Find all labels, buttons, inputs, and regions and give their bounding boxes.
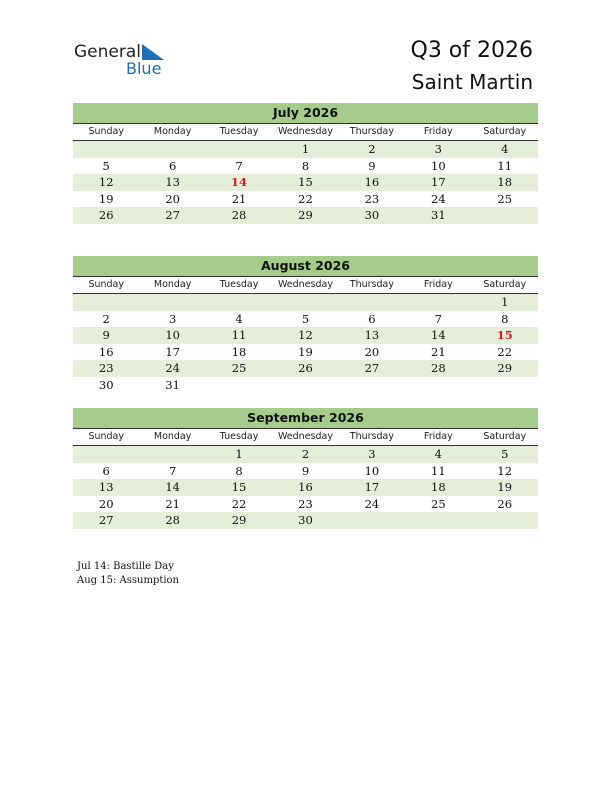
day-cell: 8 bbox=[301, 158, 310, 173]
day-cell: 6 bbox=[168, 158, 177, 173]
day-cell: 10 bbox=[431, 158, 446, 173]
day-cell: 29 bbox=[497, 361, 513, 375]
day-cell: 26 bbox=[298, 361, 313, 375]
day-cell: 4 bbox=[235, 311, 243, 326]
day-cell: 17 bbox=[431, 175, 446, 189]
day-cell: 6 bbox=[102, 463, 110, 478]
empty-day-cell bbox=[405, 377, 471, 394]
weekday-label: Wednesday bbox=[277, 126, 333, 137]
day-cell: 17 bbox=[165, 344, 180, 359]
day-cell: 20 bbox=[165, 191, 180, 206]
title-block bbox=[411, 38, 534, 94]
week-row bbox=[73, 446, 538, 463]
general-blue-logo bbox=[74, 42, 174, 78]
day-cell: 21 bbox=[431, 344, 446, 359]
week-row bbox=[73, 344, 538, 361]
weekday-label: Sunday bbox=[88, 431, 124, 442]
empty-day-cell bbox=[272, 294, 338, 311]
week-row bbox=[73, 174, 538, 191]
day-cell: 11 bbox=[431, 463, 446, 478]
day-cell: 9 bbox=[368, 158, 376, 173]
weekday-label: Friday bbox=[423, 431, 453, 442]
month-calendar-july bbox=[73, 103, 538, 224]
day-cell: 5 bbox=[301, 311, 310, 326]
day-cell: 10 bbox=[364, 463, 380, 478]
weekday-label: Thursday bbox=[349, 431, 394, 442]
empty-day-cell bbox=[139, 446, 205, 463]
day-cell: 26 bbox=[98, 208, 114, 222]
day-cell: 8 bbox=[235, 463, 243, 478]
week-row bbox=[73, 207, 538, 224]
day-cell: 12 bbox=[497, 463, 513, 478]
week-row bbox=[73, 512, 538, 529]
day-cell: 13 bbox=[364, 328, 380, 342]
day-cell: 2 bbox=[301, 447, 310, 461]
month-title: September 2026 bbox=[73, 408, 538, 429]
day-cell: 19 bbox=[497, 480, 513, 494]
logo-word-blue: Blue bbox=[126, 59, 162, 78]
empty-day-cell bbox=[339, 294, 405, 311]
day-cell: 27 bbox=[165, 208, 180, 222]
holiday-notes bbox=[77, 560, 179, 587]
day-cell: 22 bbox=[298, 191, 313, 206]
day-cell: 3 bbox=[434, 142, 442, 156]
day-cell: 18 bbox=[231, 344, 247, 359]
day-cell: 15 bbox=[496, 328, 513, 342]
empty-day-cell bbox=[73, 294, 139, 311]
day-cell: 24 bbox=[431, 191, 446, 206]
day-cell: 24 bbox=[165, 361, 180, 375]
day-cell: 21 bbox=[231, 191, 247, 206]
day-cell: 26 bbox=[497, 496, 513, 511]
day-cell: 11 bbox=[497, 158, 513, 173]
day-cell: 18 bbox=[497, 175, 513, 189]
empty-day-cell bbox=[339, 512, 405, 529]
week-row bbox=[73, 360, 538, 377]
day-cell: 23 bbox=[298, 496, 313, 511]
day-cell: 10 bbox=[165, 328, 180, 342]
week-row bbox=[73, 377, 538, 394]
day-cell: 15 bbox=[298, 175, 313, 189]
day-cell: 25 bbox=[431, 496, 446, 511]
day-cell: 28 bbox=[431, 361, 446, 375]
weekday-label: Monday bbox=[153, 279, 192, 290]
empty-day-cell bbox=[73, 446, 139, 463]
day-cell: 3 bbox=[168, 311, 177, 326]
empty-day-cell bbox=[139, 294, 205, 311]
day-cell: 7 bbox=[434, 311, 442, 326]
day-cell: 7 bbox=[235, 158, 243, 173]
day-cell: 9 bbox=[102, 328, 110, 342]
day-cell: 14 bbox=[431, 328, 446, 342]
day-cell: 31 bbox=[165, 377, 180, 392]
day-cell: 5 bbox=[501, 447, 509, 461]
day-cell: 22 bbox=[497, 344, 513, 359]
empty-day-cell bbox=[405, 512, 471, 529]
day-cell: 29 bbox=[231, 513, 247, 527]
week-row bbox=[73, 463, 538, 480]
weekday-label: Wednesday bbox=[277, 431, 333, 442]
week-row bbox=[73, 311, 538, 328]
week-row bbox=[73, 141, 538, 158]
month-calendar-september bbox=[73, 408, 538, 529]
day-cell: 1 bbox=[235, 447, 243, 461]
day-cell: 21 bbox=[165, 496, 180, 511]
day-cell: 31 bbox=[431, 208, 446, 222]
empty-day-cell bbox=[206, 141, 272, 158]
day-cell: 23 bbox=[98, 361, 114, 375]
day-cell: 6 bbox=[368, 311, 376, 326]
day-cell: 20 bbox=[364, 344, 380, 359]
day-cell: 18 bbox=[431, 480, 446, 494]
page-title: Q3 of 2026 bbox=[410, 38, 533, 63]
weekday-header-row bbox=[73, 429, 538, 446]
empty-day-cell bbox=[73, 141, 139, 158]
weekday-label: Saturday bbox=[483, 279, 527, 290]
weekday-label: Tuesday bbox=[219, 126, 259, 137]
weekday-label: Saturday bbox=[483, 431, 527, 442]
day-cell: 19 bbox=[98, 191, 114, 206]
week-row bbox=[73, 294, 538, 311]
holiday-note: Aug 15: Assumption bbox=[77, 574, 180, 586]
day-cell: 16 bbox=[98, 344, 114, 359]
week-row bbox=[73, 158, 538, 175]
weekday-label: Thursday bbox=[349, 126, 394, 137]
day-cell: 25 bbox=[231, 361, 247, 375]
weekday-label: Monday bbox=[153, 431, 192, 442]
day-cell: 4 bbox=[501, 142, 509, 156]
day-cell: 27 bbox=[364, 361, 380, 375]
day-cell: 15 bbox=[231, 480, 247, 494]
weekday-label: Saturday bbox=[483, 126, 527, 137]
day-cell: 16 bbox=[364, 175, 380, 189]
empty-day-cell bbox=[472, 207, 538, 224]
weekday-label: Tuesday bbox=[219, 279, 259, 290]
weekday-label: Sunday bbox=[88, 279, 124, 290]
day-cell: 30 bbox=[98, 377, 114, 392]
day-cell: 27 bbox=[98, 513, 114, 527]
weekday-label: Thursday bbox=[349, 279, 394, 290]
weekday-label: Sunday bbox=[88, 126, 124, 137]
day-cell: 13 bbox=[165, 175, 180, 189]
week-row bbox=[73, 191, 538, 208]
empty-day-cell bbox=[472, 377, 538, 394]
day-cell: 22 bbox=[231, 496, 247, 511]
empty-day-cell bbox=[206, 294, 272, 311]
day-cell: 30 bbox=[298, 513, 313, 527]
weekday-label: Friday bbox=[423, 279, 453, 290]
day-cell: 28 bbox=[231, 208, 247, 222]
day-cell: 25 bbox=[497, 191, 513, 206]
day-cell: 12 bbox=[98, 175, 114, 189]
month-title: August 2026 bbox=[73, 256, 538, 277]
empty-day-cell bbox=[139, 141, 205, 158]
day-cell: 4 bbox=[434, 447, 442, 461]
day-cell: 5 bbox=[102, 158, 110, 173]
weekday-header-row bbox=[73, 124, 538, 141]
week-row bbox=[73, 496, 538, 513]
month-title: July 2026 bbox=[73, 103, 538, 124]
day-cell: 8 bbox=[501, 311, 509, 326]
day-cell: 20 bbox=[98, 496, 114, 511]
empty-day-cell bbox=[272, 377, 338, 394]
empty-day-cell bbox=[206, 377, 272, 394]
weekday-header-row bbox=[73, 277, 538, 294]
day-cell: 29 bbox=[298, 208, 313, 222]
holiday-note: Jul 14: Bastille Day bbox=[77, 561, 174, 572]
day-cell: 17 bbox=[364, 480, 380, 494]
day-cell: 23 bbox=[364, 191, 380, 206]
day-cell: 19 bbox=[298, 344, 313, 359]
empty-day-cell bbox=[339, 377, 405, 394]
flag-icon bbox=[142, 44, 164, 60]
week-row bbox=[73, 327, 538, 344]
empty-day-cell bbox=[472, 512, 538, 529]
weekday-label: Monday bbox=[153, 126, 192, 137]
day-cell: 2 bbox=[102, 311, 110, 326]
day-cell: 11 bbox=[231, 328, 247, 342]
day-cell: 1 bbox=[301, 142, 310, 156]
day-cell: 14 bbox=[165, 480, 180, 494]
day-cell: 7 bbox=[168, 463, 177, 478]
day-cell: 13 bbox=[98, 480, 114, 494]
day-cell: 9 bbox=[301, 463, 310, 478]
month-calendar-august bbox=[73, 256, 538, 393]
weekday-label: Friday bbox=[423, 126, 453, 137]
day-cell: 3 bbox=[368, 447, 376, 461]
day-cell: 2 bbox=[368, 142, 376, 156]
day-cell: 30 bbox=[364, 208, 380, 222]
page-subtitle: Saint Martin bbox=[411, 70, 533, 94]
day-cell: 16 bbox=[298, 480, 313, 494]
week-row bbox=[73, 479, 538, 496]
day-cell: 14 bbox=[231, 175, 248, 189]
empty-day-cell bbox=[405, 294, 471, 311]
logo-word-general: General bbox=[74, 42, 141, 62]
weekday-label: Wednesday bbox=[277, 279, 333, 290]
day-cell: 1 bbox=[501, 295, 509, 309]
weekday-label: Tuesday bbox=[219, 431, 259, 442]
day-cell: 28 bbox=[165, 513, 180, 527]
day-cell: 12 bbox=[298, 328, 313, 342]
day-cell: 24 bbox=[364, 496, 380, 511]
